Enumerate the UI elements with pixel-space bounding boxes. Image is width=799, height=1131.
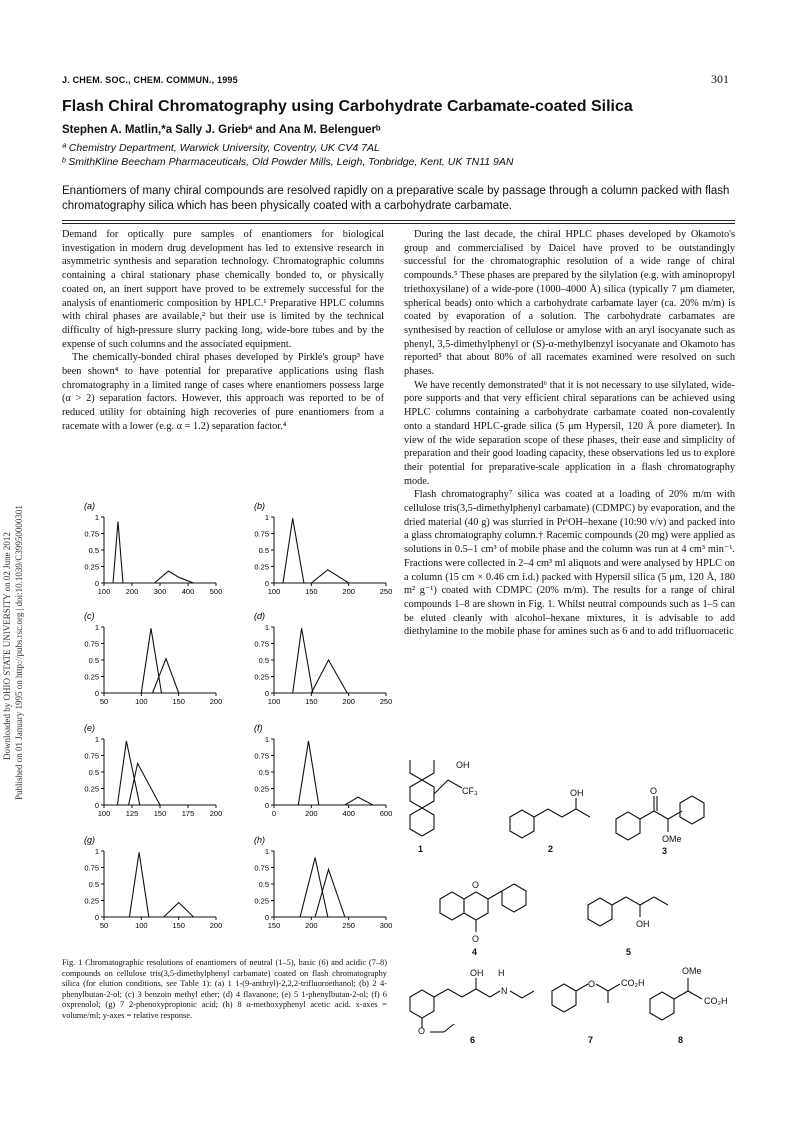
y-tick-label: 0.5 bbox=[88, 768, 99, 777]
x-tick-label: 250 bbox=[379, 697, 393, 706]
y-tick-label: 1 bbox=[264, 513, 269, 522]
y-tick-label: 1 bbox=[264, 735, 269, 744]
y-tick-label: 0.75 bbox=[84, 751, 99, 761]
x-tick-label: 0 bbox=[271, 809, 277, 818]
panel-label: (b) bbox=[254, 501, 265, 511]
panel-label: (f) bbox=[254, 723, 263, 733]
y-tick-label: 0.75 bbox=[254, 529, 269, 539]
chromatogram-panel bbox=[84, 501, 222, 596]
panel-label: (h) bbox=[254, 835, 265, 845]
panel-label: (e) bbox=[84, 723, 95, 733]
x-tick-label: 150 bbox=[172, 921, 185, 930]
y-tick-label: 0.25 bbox=[84, 672, 99, 682]
compound-number: 6 bbox=[470, 1035, 476, 1045]
x-tick-label: 175 bbox=[181, 809, 195, 818]
x-tick-label: 600 bbox=[379, 809, 393, 818]
enantiomer-peak bbox=[274, 570, 386, 583]
enantiomer-peak bbox=[274, 741, 386, 805]
y-tick-label: 1 bbox=[94, 623, 99, 632]
abstract: Enantiomers of many chiral compounds are resolved rapidly on a preparative scale by passage through a column packed with flash chromatography silica which has been physically coated with a carbohydrate carbamate. bbox=[62, 185, 730, 212]
group-label: OH bbox=[636, 919, 650, 929]
panel-label: (g) bbox=[84, 835, 95, 845]
x-tick-label: 200 bbox=[209, 697, 223, 706]
group-label: O bbox=[472, 934, 480, 944]
y-tick-label: 0.25 bbox=[254, 896, 269, 906]
paragraph: During the last decade, the chiral HPLC phases developed by Okamoto's group and commercialised by Daicel have proved to be outstandingly successful for the chromatographic resolution of a wide range of chiral compounds.⁵ These phases are prepared by the silylation (e.g. with aminopropyl triethoxysilane) of a wide-pore (1000–4000 Å) silica (typically 7 μm diameter, spherical beads) onto which a carbohydrate carbamate layer (ca. 20% m/m) is coated by evaporation of a solution. The carbohydrate carbamates are synthesised by reaction of cellulose or amylose with an aryl isocyanate such as phenyl, 3,5-dimethylphenyl or (S)-α-methylbenzyl isocyanate and Okamoto has reported⁵ that about 80% of all racemates examined were resolved on such phases. bbox=[404, 229, 735, 378]
paragraph: Demand for optically pure samples of enantiomers for biological investigation in modern drug development has led to extensive research in asymmetric synthesis and separation technology. Chromatographic columns containing a chiral stationary phase chemically bonded to, or physically coated on, an inert support have proved to be extremely successful for the analysis of enantiomeric composition by HPLC.¹ Preparative HPLC columns with chiral phases are available,² but their use is limited by the technical difficulty of high-pressure slurry packing long, wide-bore tubes and by the expense of such columns and the associated equipment. bbox=[62, 229, 384, 350]
author-list: Stephen A. Matlin,*a Sally J. Griebª and Ana M. Belenguerᵇ bbox=[62, 124, 381, 136]
x-tick-label: 50 bbox=[99, 697, 109, 706]
y-tick-label: 0.75 bbox=[84, 529, 99, 539]
structure-7 bbox=[552, 984, 620, 1012]
group-label: O bbox=[418, 1026, 426, 1036]
page-number: 301 bbox=[711, 72, 729, 86]
y-tick-label: 0.75 bbox=[254, 639, 269, 649]
y-tick-label: 0.25 bbox=[84, 562, 99, 572]
group-label: CO₂H bbox=[621, 978, 645, 988]
x-tick-label: 500 bbox=[209, 587, 223, 596]
compound-number: 2 bbox=[548, 844, 554, 854]
y-tick-label: 0.75 bbox=[254, 863, 269, 873]
y-tick-label: 0 bbox=[94, 579, 99, 588]
y-tick-label: 1 bbox=[94, 847, 99, 856]
structure-4 bbox=[440, 884, 526, 932]
x-tick-label: 400 bbox=[181, 587, 195, 596]
paragraph: Flash chromatography⁷ silica was coated at a loading of 20% m/m with cellulose tris(3,5-dimethylphenyl carbamate) (CDMPC) by evaporation, and the dried material (40 g) was slurried in PrⁱOH–hexane (10:90 v/v) and packed into a glass chromatography column.† Racemic compounds (20 mg) were applied as solutions in 0.5–1 cm³ of mobile phase and the column was run at 4 cm³ min⁻¹. Fractions were collected in 2–4 cm³ ml aliquots and were analysed by HPLC on a column (15 cm × 0.46 cm i.d.) packed with Hypersil silica (5 μm, 120 Å, 180 m² g⁻¹) coated with CDMPC (20% m/m). The results for a range of chiral compounds 1–8 are shown in Fig. 1. Whilst neutral compounds such as 1–5 can be eluted cleanly with alcohol–hexane mixtures, it is advisable to add diethylamine to the mobile phase for amines such as 6 and to add trifluoroacetic bbox=[404, 489, 735, 638]
enantiomer-peak bbox=[104, 852, 216, 917]
structure-8 bbox=[650, 978, 702, 1020]
chromatogram-panel bbox=[84, 611, 222, 706]
enantiomer-peak bbox=[104, 522, 216, 583]
y-tick-label: 0.25 bbox=[84, 896, 99, 906]
y-tick-label: 0.5 bbox=[258, 656, 269, 665]
abstract-rule-top bbox=[62, 220, 735, 221]
x-tick-label: 200 bbox=[305, 809, 318, 818]
affiliation-a: ª Chemistry Department, Warwick University, Coventry, UK CV4 7AL bbox=[62, 142, 380, 154]
group-label: CF₃ bbox=[462, 786, 478, 796]
article-title: Flash Chiral Chromatography using Carbohydrate Carbamate-coated Silica bbox=[62, 98, 633, 115]
structure-drawings bbox=[410, 760, 704, 1032]
enantiomer-peak bbox=[104, 903, 216, 918]
compound-number: 3 bbox=[662, 846, 668, 856]
x-tick-label: 100 bbox=[97, 809, 111, 818]
y-tick-label: 0.5 bbox=[88, 880, 99, 889]
chromatogram-panel bbox=[254, 835, 392, 930]
figure-1-chromatograms bbox=[60, 495, 400, 955]
structure-1 bbox=[410, 760, 462, 836]
x-tick-label: 200 bbox=[305, 921, 318, 930]
enantiomer-peak bbox=[104, 628, 216, 693]
group-label: OH bbox=[456, 760, 470, 770]
x-tick-label: 150 bbox=[267, 921, 281, 930]
group-label: OH bbox=[470, 968, 484, 978]
x-tick-label: 150 bbox=[153, 809, 167, 818]
compound-number: 7 bbox=[588, 1035, 594, 1045]
y-tick-label: 0 bbox=[264, 689, 269, 698]
enantiomer-peak bbox=[104, 741, 216, 805]
enantiomer-peak bbox=[274, 858, 386, 917]
chromatogram-panel bbox=[254, 723, 392, 818]
x-tick-label: 100 bbox=[267, 587, 281, 596]
y-tick-label: 0.75 bbox=[84, 639, 99, 649]
y-tick-label: 1 bbox=[94, 513, 99, 522]
group-label: O bbox=[472, 880, 480, 890]
x-tick-label: 200 bbox=[342, 697, 355, 706]
enantiomer-peak bbox=[104, 659, 216, 693]
x-tick-label: 125 bbox=[125, 809, 139, 818]
x-tick-label: 250 bbox=[379, 587, 393, 596]
y-tick-label: 0 bbox=[264, 579, 269, 588]
group-label: OH bbox=[570, 788, 584, 798]
structure-6 bbox=[410, 978, 534, 1032]
figure-caption: Fig. 1 Chromatographic resolutions of enantiomers of neutral (1–5), basic (6) and acidic (7–8) compounds on cellulose tris(3,5-dimethylphenyl carbamate) coated on flash chromatography silica (for elution conditions, see Table 1): (a) 1 1-(9-anthryl)-2,2,2-trifluoroethanol; (b) 2 4-phenylbutan-2-ol; (c) 3 benzoin methyl ether; (d) 4 flavanone; (e) 5 1-phenylbutan-2-ol; (f) 6 oxprenolol; (g) 7 2-phenoxypropionic acid; (h) 8 α-methoxyphenyl acetic acid. x-axes = volume/ml; y-axes = relative response. bbox=[62, 958, 387, 1020]
published-note: Published on 01 January 1995 on http://pubs.rsc.org | doi:10.1039/C39950000301 bbox=[14, 505, 24, 800]
y-tick-label: 1 bbox=[94, 735, 99, 744]
chromatogram-panel bbox=[84, 723, 222, 818]
x-tick-label: 100 bbox=[135, 921, 148, 930]
y-tick-label: 0.5 bbox=[258, 768, 269, 777]
y-tick-label: 0.75 bbox=[84, 863, 99, 873]
y-tick-label: 0 bbox=[94, 913, 99, 922]
compound-structures bbox=[400, 760, 740, 1050]
x-tick-label: 200 bbox=[209, 809, 223, 818]
affiliation-b: ᵇ SmithKline Beecham Pharmaceuticals, Old Powder Mills, Leigh, Tonbridge, Kent, UK TN11 9AN bbox=[62, 156, 514, 168]
group-label: CO₂H bbox=[704, 996, 728, 1006]
x-tick-label: 300 bbox=[379, 921, 393, 930]
y-tick-label: 0 bbox=[264, 801, 269, 810]
x-tick-label: 400 bbox=[342, 809, 355, 818]
structure-5 bbox=[588, 897, 668, 926]
enantiomer-peak bbox=[274, 660, 386, 693]
group-label: O bbox=[588, 979, 596, 989]
y-tick-label: 0.5 bbox=[88, 546, 99, 555]
panel-label: (c) bbox=[84, 611, 95, 621]
group-label: OMe bbox=[662, 834, 682, 844]
chromatogram-panel bbox=[254, 611, 392, 706]
y-tick-label: 0 bbox=[94, 801, 99, 810]
download-note: Downloaded by OHIO STATE UNIVERSITY on 02 June 2012 bbox=[2, 532, 12, 760]
compound-number: 5 bbox=[626, 947, 632, 957]
download-watermark bbox=[0, 200, 28, 900]
x-tick-label: 100 bbox=[135, 697, 148, 706]
x-tick-label: 100 bbox=[97, 587, 111, 596]
panel-label: (d) bbox=[254, 611, 265, 621]
panel-label: (a) bbox=[84, 501, 95, 511]
y-tick-label: 0.75 bbox=[254, 751, 269, 761]
structure-numbers bbox=[418, 844, 683, 1045]
left-column bbox=[62, 228, 384, 434]
group-label: O bbox=[650, 786, 658, 796]
y-tick-label: 0.25 bbox=[254, 784, 269, 794]
x-tick-label: 50 bbox=[99, 921, 109, 930]
compound-number: 4 bbox=[472, 947, 478, 957]
y-tick-label: 1 bbox=[264, 623, 269, 632]
group-label: OMe bbox=[682, 966, 702, 976]
chromatogram-panel bbox=[84, 835, 222, 930]
x-tick-label: 300 bbox=[153, 587, 167, 596]
y-tick-label: 0.5 bbox=[258, 546, 269, 555]
structure-2 bbox=[510, 798, 590, 838]
y-tick-label: 0 bbox=[94, 689, 99, 698]
group-label: N bbox=[501, 986, 508, 996]
compound-number: 1 bbox=[418, 844, 424, 854]
x-tick-label: 200 bbox=[209, 921, 223, 930]
x-tick-label: 150 bbox=[172, 697, 185, 706]
abstract-rule-bottom bbox=[62, 223, 735, 224]
y-tick-label: 0.25 bbox=[254, 562, 269, 572]
x-tick-label: 250 bbox=[342, 921, 355, 930]
paragraph: We have recently demonstrated⁶ that it is not necessary to use silylated, wide-pore supports and that very efficient chiral separations can be achieved using HPLC columns containing a carbohydrate carbamate coated non-covalently onto a standard HPLC-grade silica (5 μm Hypersil, 120 Å pore diameter). In view of the wide separation scope of these phases, their ease and simplicity of preparation and their good loading capacity, these observations led us to explore their potential for preparative-scale application in a flash chromatography mode. bbox=[404, 379, 735, 487]
right-column bbox=[404, 228, 735, 639]
enantiomer-peak bbox=[274, 628, 386, 693]
running-head: J. CHEM. SOC., CHEM. COMMUN., 1995 bbox=[62, 75, 238, 85]
x-tick-label: 200 bbox=[125, 587, 139, 596]
chromatogram-panel bbox=[254, 501, 392, 596]
y-tick-label: 0.5 bbox=[88, 656, 99, 665]
enantiomer-peak bbox=[274, 870, 386, 918]
y-tick-label: 0.5 bbox=[258, 880, 269, 889]
compound-number: 8 bbox=[678, 1035, 684, 1045]
paragraph: The chemically-bonded chiral phases developed by Pirkle's group³ have been shown⁴ to have potential for preparative applications using flash chromatography in a limited range of cases where enantiomers possess large (α > 2) separation factors. However, this approach was reported to be of reduced utility for obtaining high recoveries of pure enantiomers from a racemate with a lower (e.g. α = 1.2) separation factor.⁴ bbox=[62, 352, 384, 432]
x-tick-label: 200 bbox=[342, 587, 355, 596]
y-tick-label: 1 bbox=[264, 847, 269, 856]
y-tick-label: 0 bbox=[264, 913, 269, 922]
enantiomer-peak bbox=[274, 797, 386, 805]
enantiomer-peak bbox=[104, 571, 216, 583]
x-tick-label: 100 bbox=[267, 697, 281, 706]
y-tick-label: 0.25 bbox=[254, 672, 269, 682]
enantiomer-peak bbox=[274, 518, 386, 583]
x-tick-label: 150 bbox=[305, 697, 318, 706]
structure-3 bbox=[616, 796, 704, 840]
x-tick-label: 150 bbox=[305, 587, 318, 596]
y-tick-label: 0.25 bbox=[84, 784, 99, 794]
group-label: H bbox=[498, 968, 505, 978]
